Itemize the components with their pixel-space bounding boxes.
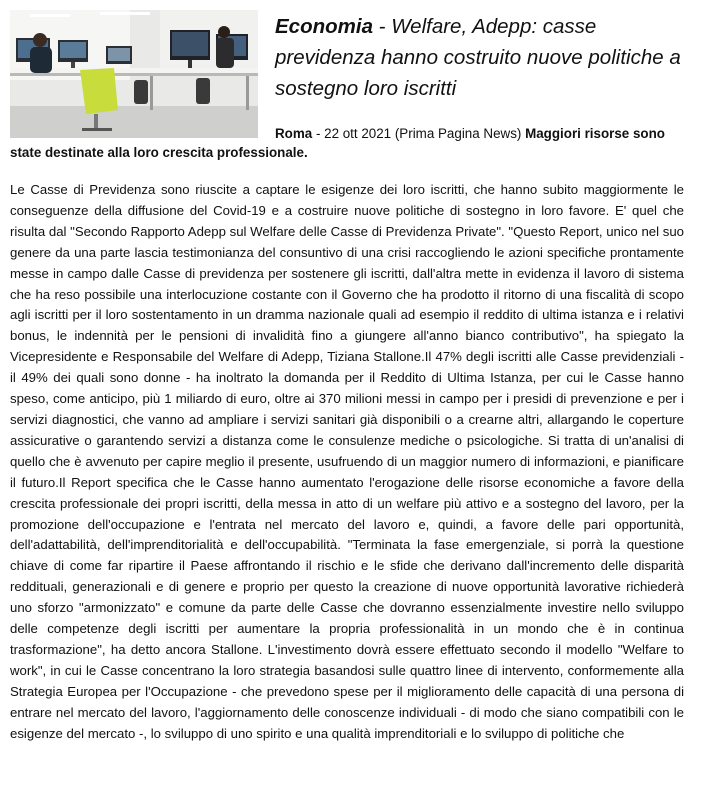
article-title xyxy=(275,11,695,104)
article-summary: Maggiori risorse sono state destinate alla loro crescita professionale. xyxy=(10,126,665,161)
dateline: - 22 ott 2021 (Prima Pagina News) xyxy=(312,126,526,141)
title-separator: - xyxy=(372,15,392,38)
section-label: Economia xyxy=(275,15,373,38)
office-scene-illustration xyxy=(10,10,258,138)
dateline-place: Roma xyxy=(275,126,313,141)
article-body: Le Casse di Previdenza sono riuscite a captare le esigenze dei loro iscritti, che hanno subito maggiormente le conseguenze della diffusione del Covid-19 e a costruire nuove politiche di sostegno in loro favore. E' quel che risulta dal "Secondo Rapporto Adepp sul Welfare delle Casse di Previdenza Private". "Questo Report, unico nel suo genere da una parte lascia testimonianza del consuntivo di una crisi raccogliendo le azioni specifiche prontamente messe in campo dalle Casse di previdenza per sostenere gli iscritti, dall'altra mette in evidenza il lavoro di sistema che ha reso possibile una interlocuzione costante con il Governo che ha prodotto il ritorno di una fiscalità di scopo agli iscritti per il loro sostentamento in un dramma nazionale quali ad esempio il reddito di ultima istanza e i relativi bonus, le indennità per le pensioni di invalidità fino a giungere all'anno bianco contributivo", ha spiegato la Vicepresidente e Responsabile del Welfare di Adepp, Tiziana Stallone.Il 47% degli iscritti alle Casse previdenziali - il 49% dei quali sono donne - ha inoltrato la domanda per il Reddito di Ultima Istanza, per cui le Casse hanno speso, come anticipo, più 1 miliardo di euro, oltre ai 370 milioni messi in campo per i presidi di prevenzione e per i servizi diagnostici, che vanno ad ampliare i servizi sanitari già disponibili o a crearne altri, allargando le coperture assicurative o garantendo servizi a distanza come le consulenze mediche o psicologiche. Si tratta di un'analisi di quello che è avvenuto per capire meglio il presente, usufruendo di un maggior numero di informazioni, e pianificare il futuro.Il Report specifica che le Casse hanno aumentato l'erogazione delle risorse economiche a favore della crescita professionale dei propri iscritti, della messa in atto di un welfare più attivo e a sostegno del lavoro, per la promozione dell'occupazione e l'entrata nel mercato del lavoro e, quindi, a favore delle pari opportunità, dell'adattabilità, dell'imprenditorialità e dell'occupabilità. "Terminata la fase emergenziale, si porrà la questione chiave di come far ripartire il Paese affrontando il rischio e le sfide che derivano dall'incremento delle disparità reddituali, generazionali e di genere e proprio per questo la creazione di nuove opportunità lavorative richiederà uno sforzo "armonizzato" e comune da parte delle Casse che dovranno essenzialmente investire nello sviluppo delle competenze degli iscritti per aumentare la propria professionalità in un mondo che è in continua trasformazione", ha detto ancora Stallone. L'investimento dovrà essere effettuato secondo il modello "Welfare to work", in cui le Casse concentrano la loro strategia basandosi sulle quattro linee di intervento, conformemente alla Strategia Europea per l'Occupazione - che prevedono spese per il miglioramento delle capacità di una persona di entrare nel mercato del lavoro, l'aggiornamento delle conoscenze individuali - di modo che siano compatibili con le esigenze del mercato -, lo sviluppo di uno spirito e una qualità imprenditoriali e lo sviluppo di politiche che xyxy=(10,182,684,741)
headline: Welfare, Adepp: casse previdenza hanno costruito nuove politiche a sostegno loro iscritti xyxy=(275,15,681,100)
article-lead xyxy=(10,124,692,162)
article-photo xyxy=(10,10,258,138)
